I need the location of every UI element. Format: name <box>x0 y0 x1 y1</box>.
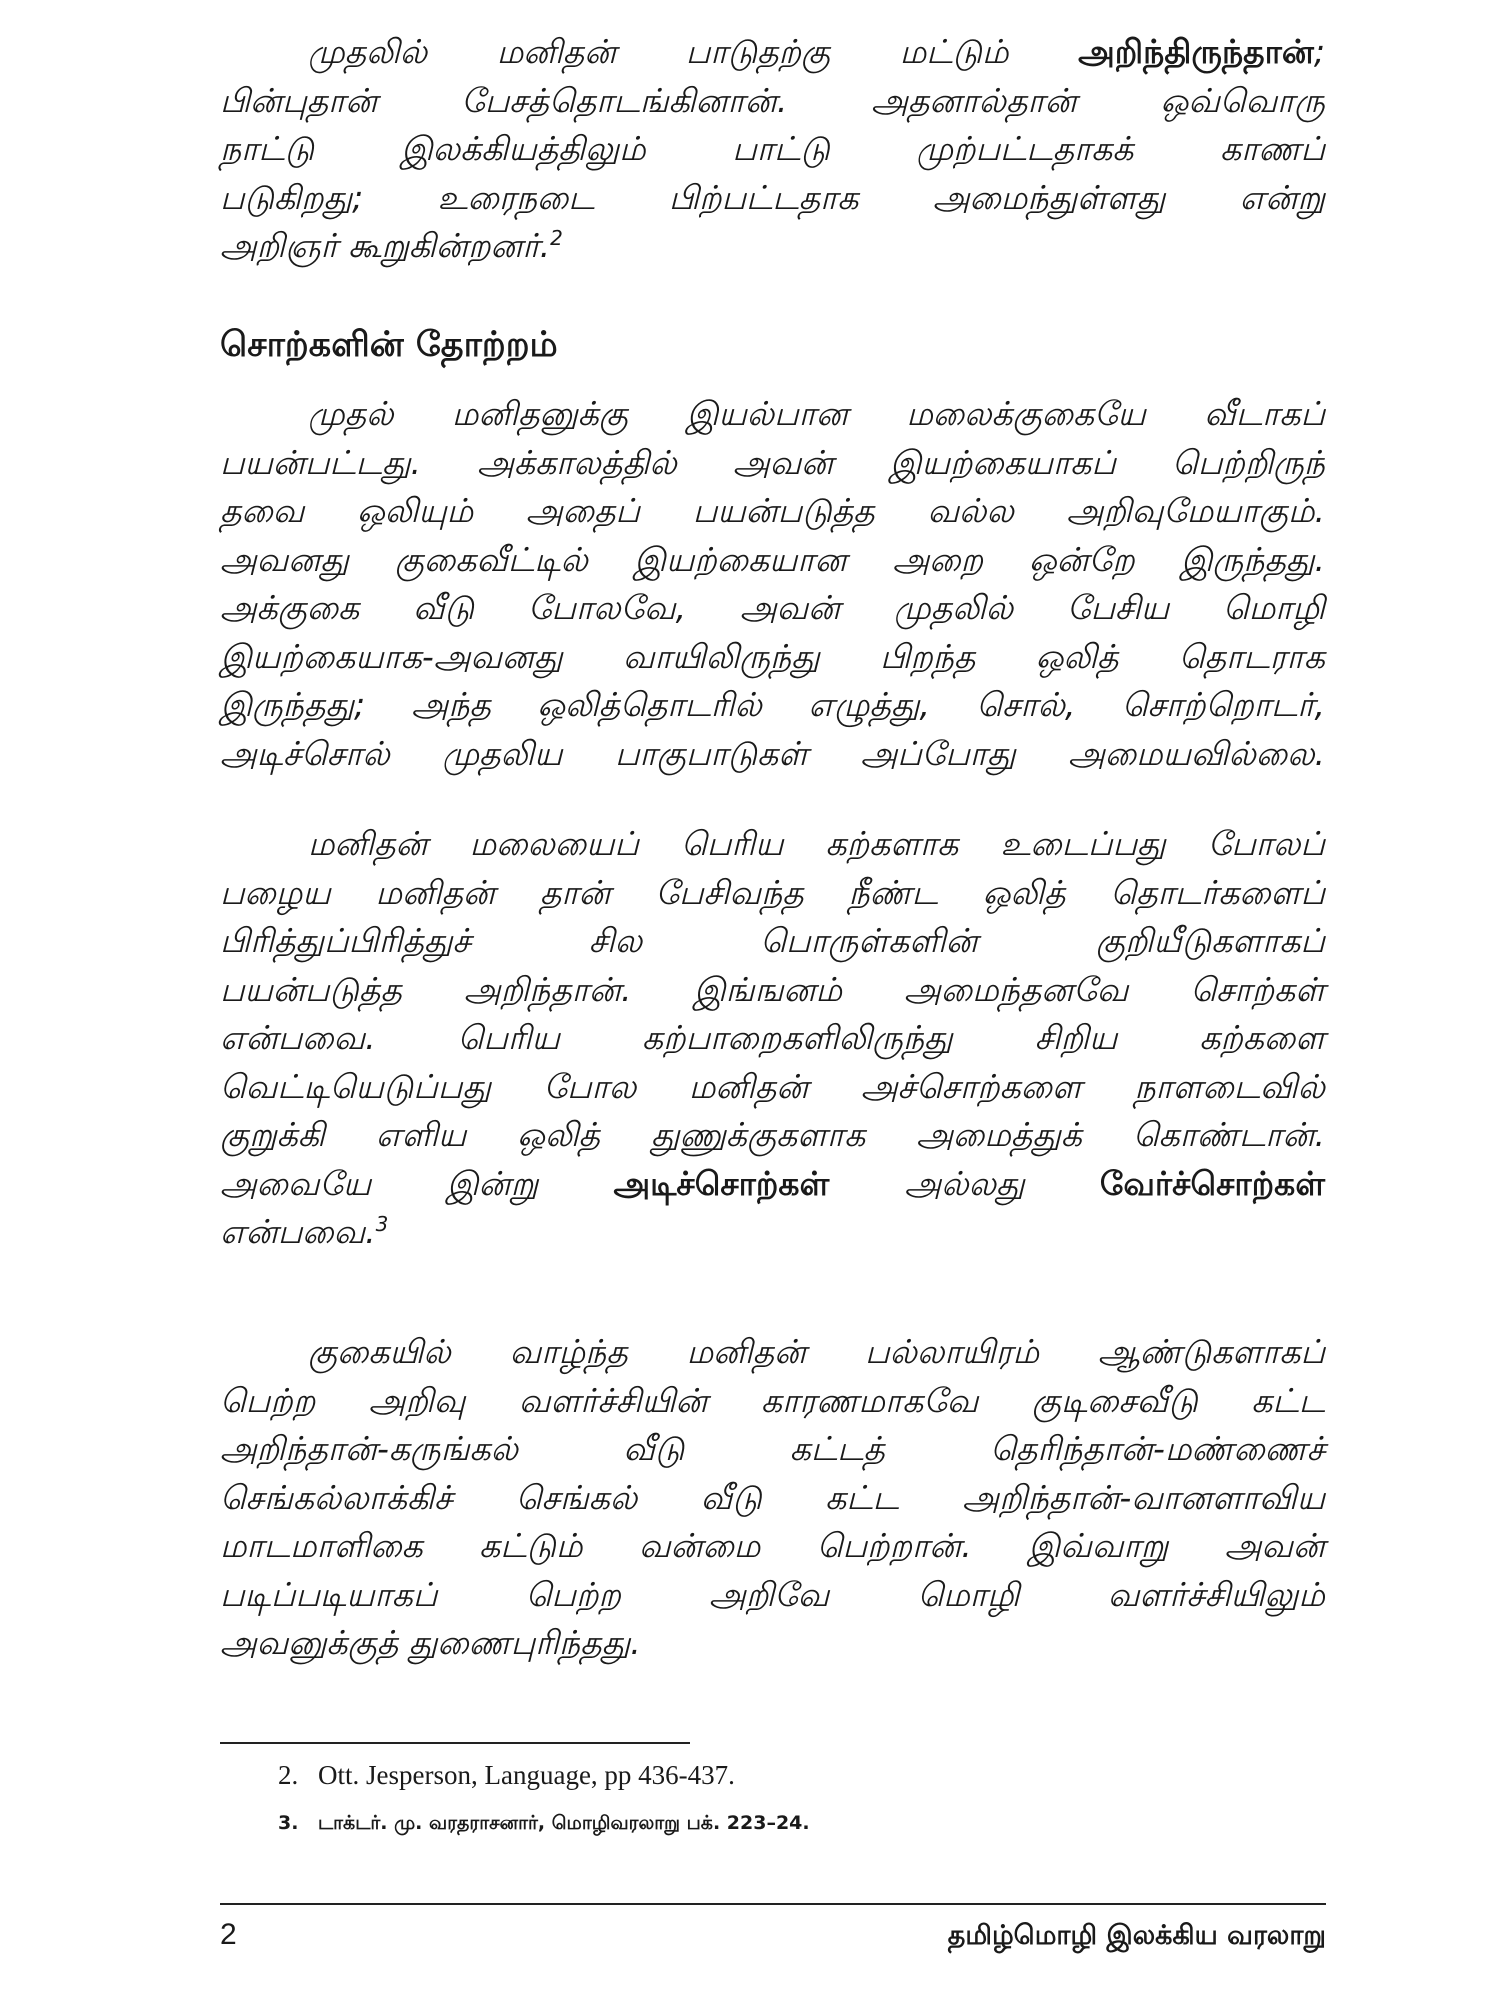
paragraph-1-line-3: நாட்டு இலக்கியத்திலும் பாட்டு முற்பட்டதாகக் காணப் <box>220 129 1325 168</box>
book-title: தமிழ்மொழி இலக்கிய வரலாறு <box>947 1920 1326 1951</box>
footnote-3-number: 3. <box>278 1812 299 1834</box>
footnote-3-text: டாக்டர். மு. வரதராசனார், மொழிவரலாறு பக். 223–24. <box>318 1812 810 1834</box>
paragraph-4-line-2: பெற்ற அறிவு வளர்ச்சியின் காரணமாகவே குடிசைவீடு கட்ட <box>220 1380 1325 1420</box>
p3-bold-adichorkal: அடிச்சொற்கள் <box>613 1163 830 1203</box>
paragraph-3-line-4: பயன்படுத்த அறிந்தான். இங்ஙனம் அமைந்தனவே சொற்கள் <box>220 969 1325 1009</box>
p1-bold-word: அறிந்திருந்தான் <box>1078 32 1314 71</box>
footnote-2-number: 2. <box>278 1760 299 1790</box>
p3-line-9-text: என்பவை. <box>220 1212 376 1251</box>
footnote-2 <box>278 1760 735 1791</box>
page-number: 2 <box>220 1918 237 1951</box>
p3-line-8-a: அவையே இன்று <box>220 1163 614 1203</box>
paragraph-3-line-6: வெட்டியெடுப்பது போல மனிதன் அச்சொற்களை நாளடைவில் <box>220 1066 1325 1106</box>
section-heading: சொற்களின் தோற்றம் <box>220 325 558 365</box>
paragraph-1-line-4: படுகிறது; உரைநடை பிற்பட்டதாக அமைந்துள்ளது என்று <box>220 177 1325 217</box>
footer-divider <box>220 1903 1326 1905</box>
paragraph-4-line-1: குகையில் வாழ்ந்த மனிதன் பல்லாயிரம் ஆண்டுகளாகப் <box>308 1332 1325 1371</box>
paragraph-2-line-7: இருந்தது; அந்த ஒலித்தொடரில் எழுத்து, சொல், சொற்றொடர், <box>220 685 1325 724</box>
paragraph-2-line-4: அவனது குகைவீட்டில் இயற்கையான அறை ஒன்றே இருந்தது. <box>220 539 1325 579</box>
paragraph-4-line-4: செங்கல்லாக்கிச் செங்கல் வீடு கட்ட அறிந்தான்-வானளாவிய <box>220 1477 1325 1517</box>
paragraph-1-line-5 <box>220 222 1325 271</box>
paragraph-1 <box>220 28 1325 271</box>
footnote-3 <box>278 1812 810 1837</box>
paragraph-4-line-3: அறிந்தான்-கருங்கல் வீடு கட்டத் தெரிந்தான்-மண்ணைச் <box>220 1429 1325 1468</box>
footnote-divider <box>220 1742 690 1744</box>
paragraph-3-line-1: மனிதன் மலையைப் பெரிய கற்களாக உடைப்பது போலப் <box>308 824 1325 863</box>
paragraph-3 <box>220 820 1325 1257</box>
paragraph-3-line-5: என்பவை. பெரிய கற்பாறைகளிலிருந்து சிறிய கற்களை <box>220 1018 1325 1057</box>
p3-line-8-b: அல்லது <box>829 1163 1100 1203</box>
paragraph-3-line-8 <box>220 1160 1325 1209</box>
p1-line-1-text: முதலில் மனிதன் பாடுதற்கு மட்டும் <box>308 32 1079 71</box>
footnote-ref-2: 2 <box>550 226 563 250</box>
p1-line-5-text: அறிஞர் கூறுகின்றனர். <box>220 226 551 265</box>
paragraph-4-line-6: படிப்படியாகப் பெற்ற அறிவே மொழி வளர்ச்சியிலும் <box>220 1574 1325 1614</box>
footnote-ref-3: 3 <box>375 1212 389 1236</box>
paragraph-4-line-7: அவனுக்குத் துணைபுரிந்தது. <box>220 1623 641 1662</box>
p1-line-1-end: ; <box>1313 32 1325 71</box>
paragraph-2-line-1: முதல் மனிதனுக்கு இயல்பான மலைக்குகையே வீடாகப் <box>308 394 1325 433</box>
paragraph-2-line-8: அடிச்சொல் முதலிய பாகுபாடுகள் அப்போது அமையவில்லை. <box>220 733 1325 773</box>
paragraph-4 <box>220 1328 1325 1668</box>
paragraph-2 <box>220 390 1325 778</box>
paragraph-3-line-3: பிரித்துப்பிரித்துச் சில பொருள்களின் குறியீடுகளாகப் <box>220 921 1325 960</box>
paragraph-3-line-7: குறுக்கி எளிய ஒலித் துணுக்குகளாக அமைத்துக் கொண்டான். <box>220 1115 1325 1154</box>
footnote-2-text: Ott. Jesperson, Language, pp 436-437. <box>318 1760 735 1790</box>
paragraph-2-line-3: தவை ஒலியும் அதைப் பயன்படுத்த வல்ல அறிவுமேயாகும். <box>220 491 1325 530</box>
paragraph-1-line-2: பின்புதான் பேசத்தொடங்கினான். அதனால்தான் ஒவ்வொரு <box>220 80 1325 120</box>
paragraph-3-line-2: பழைய மனிதன் தான் பேசிவந்த நீண்ட ஒலித் தொடர்களைப் <box>220 872 1325 912</box>
paragraph-2-line-5: அக்குகை வீடு போலவே, அவன் முதலில் பேசிய மொழி <box>220 588 1325 627</box>
paragraph-2-line-2: பயன்பட்டது. அக்காலத்தில் அவன் இயற்கையாகப் பெற்றிருந் <box>220 442 1325 482</box>
paragraph-3-line-9 <box>220 1208 1325 1257</box>
paragraph-2-line-6: இயற்கையாக-அவனது வாயிலிருந்து பிறந்த ஒலித் தொடராக <box>220 636 1325 676</box>
p3-bold-verchorkal: வேர்ச்சொற்கள் <box>1099 1163 1325 1203</box>
paragraph-4-line-5: மாடமாளிகை கட்டும் வன்மை பெற்றான். இவ்வாறு அவன் <box>220 1526 1325 1565</box>
paragraph-1-line-1 <box>220 28 1325 77</box>
